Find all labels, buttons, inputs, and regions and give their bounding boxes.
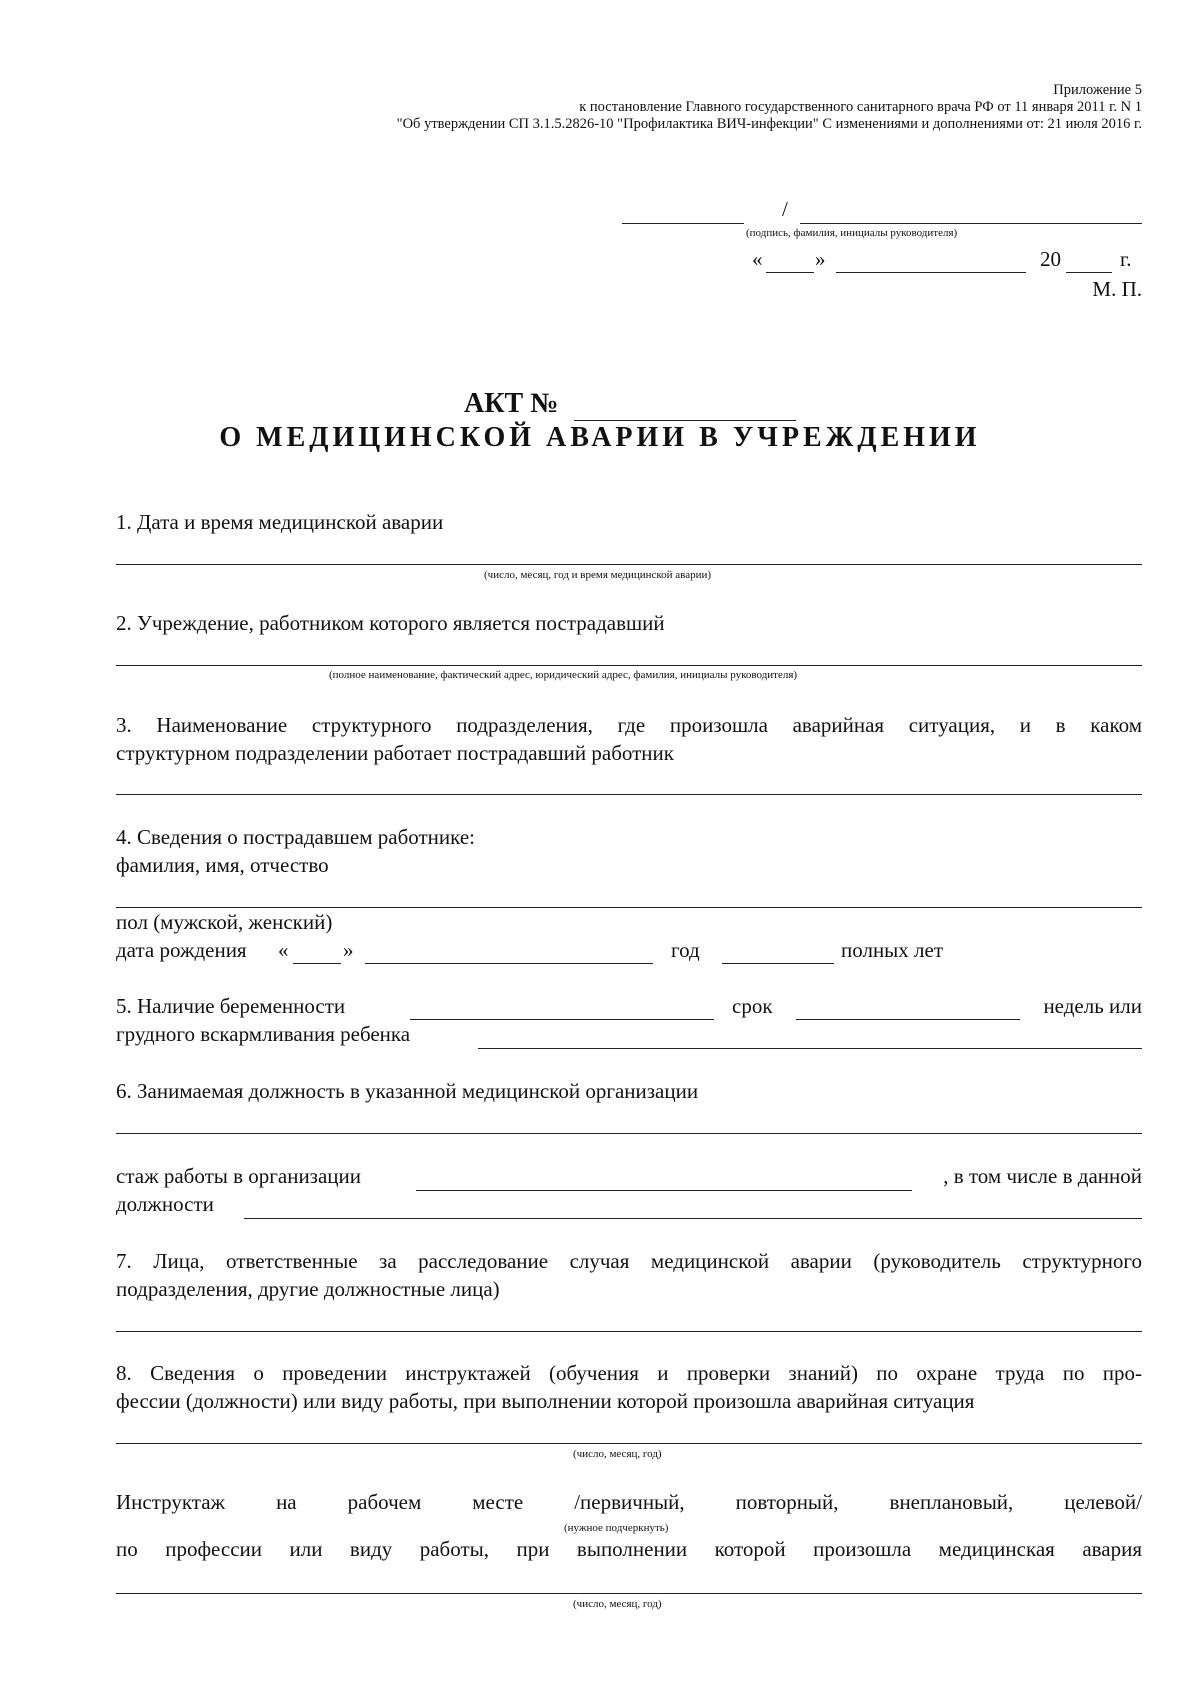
stamp-placeholder: М. П.	[1092, 277, 1142, 301]
date-quote-open: «	[752, 247, 763, 271]
term-line[interactable]	[796, 1019, 1020, 1020]
position-tenure-line[interactable]	[244, 1218, 1142, 1219]
experience-line[interactable]	[416, 1190, 912, 1191]
page-title-text: О МЕДИЦИНСКОЙ АВАРИИ В УЧРЕЖДЕНИИ	[219, 422, 981, 453]
term-label: срок	[732, 994, 773, 1018]
training-date-line[interactable]	[116, 1443, 1142, 1444]
section-4-label: 4. Сведения о пострадавшем работнике:	[116, 825, 475, 849]
instruction-date-line[interactable]	[116, 1593, 1142, 1594]
year-label: год	[671, 938, 700, 962]
section-1-label: 1. Дата и время медицинской аварии	[116, 510, 444, 534]
name-line[interactable]	[800, 223, 1142, 224]
section-8-line-2: фессии (должности) или виду работы, при выполнении которой произошла аварийная ситуация	[116, 1389, 975, 1413]
position-line[interactable]	[116, 1133, 1142, 1134]
signature-line[interactable]	[622, 223, 744, 224]
responsible-persons-line[interactable]	[116, 1331, 1142, 1332]
approval-month-line[interactable]	[836, 272, 1026, 273]
weeks-label: недель или	[1043, 994, 1142, 1018]
approval-year-line[interactable]	[1066, 272, 1112, 273]
accident-datetime-line[interactable]	[116, 564, 1142, 565]
fio-label: фамилия, имя, отчество	[116, 853, 329, 877]
breastfeeding-line[interactable]	[478, 1048, 1142, 1049]
breastfeeding-label: грудного вскармливания ребенка	[116, 1022, 411, 1046]
age-line[interactable]	[722, 963, 834, 964]
instruction-line-1: Инструктаж на рабочем месте /первичный, повторный, внеплановый, целевой/	[116, 1490, 1142, 1514]
pregnancy-line[interactable]	[410, 1019, 714, 1020]
section-2-caption: (полное наименование, фактический адрес, юридический адрес, фамилия, инициалы руководителя)	[329, 669, 798, 681]
birth-quote-close: »	[343, 938, 354, 962]
section-7-line-2: подразделения, другие должностные лица)	[116, 1277, 500, 1301]
signature-caption: (подпись, фамилия, инициалы руководителя)	[746, 227, 958, 239]
underline-note: (нужное подчеркнуть)	[564, 1522, 669, 1534]
sex-label: пол (мужской, женский)	[116, 910, 333, 934]
instruction-line-2: по профессии или виду работы, при выполнении которой произошла медицинская авария	[116, 1537, 1142, 1561]
page-title	[0, 422, 1200, 454]
act-number-line[interactable]	[574, 420, 796, 421]
section-7-line-1: 7. Лица, ответственные за расследование случая медицинской аварии (руководитель структурного	[116, 1249, 1142, 1273]
section-3-line-2: структурном подразделении работает пострадавший работник	[116, 741, 674, 765]
birth-month-line[interactable]	[365, 963, 653, 964]
including-label: , в том числе в данной	[943, 1164, 1142, 1188]
department-line[interactable]	[116, 794, 1142, 795]
birth-quote-open: «	[278, 938, 289, 962]
position-tenure-label: должности	[116, 1192, 214, 1216]
appendix-label: Приложение 5	[1053, 82, 1142, 98]
birth-date-label: дата рождения	[116, 938, 247, 962]
resolution-title: "Об утверждении СП 3.1.5.2826-10 "Профилактика ВИЧ-инфекции" С изменениями и дополнениями от: 21 июля 2016 г.	[396, 116, 1142, 132]
section-6-label: 6. Занимаемая должность в указанной медицинской организации	[116, 1079, 699, 1103]
signature-slash: /	[782, 197, 788, 221]
date-quote-close: »	[815, 247, 826, 271]
section-8-caption: (число, месяц, год)	[573, 1448, 662, 1460]
experience-label: стаж работы в организации	[116, 1164, 362, 1188]
section-1-caption: (число, месяц, год и время медицинской аварии)	[484, 569, 712, 581]
resolution-reference: к постановление Главного государственного санитарного врача РФ от 11 января 2011 г. N 1	[579, 99, 1142, 115]
section-5-label: 5. Наличие беременности	[116, 994, 346, 1018]
year-prefix: 20	[1040, 247, 1061, 271]
approval-day-line[interactable]	[766, 272, 814, 273]
instruction-caption: (число, месяц, год)	[573, 1598, 662, 1610]
act-number-label: АКТ №	[464, 388, 559, 419]
year-suffix: г.	[1120, 247, 1132, 271]
fio-line[interactable]	[116, 907, 1142, 908]
birth-day-line[interactable]	[293, 963, 341, 964]
full-years-label: полных лет	[841, 938, 944, 962]
section-3-line-1: 3. Наименование структурного подразделения, где произошла аварийная ситуация, и в каком	[116, 713, 1142, 737]
section-8-line-1: 8. Сведения о проведении инструктажей (обучения и проверки знаний) по охране труда по про-	[116, 1361, 1142, 1385]
section-2-label: 2. Учреждение, работником которого является пострадавший	[116, 611, 665, 635]
institution-line[interactable]	[116, 665, 1142, 666]
